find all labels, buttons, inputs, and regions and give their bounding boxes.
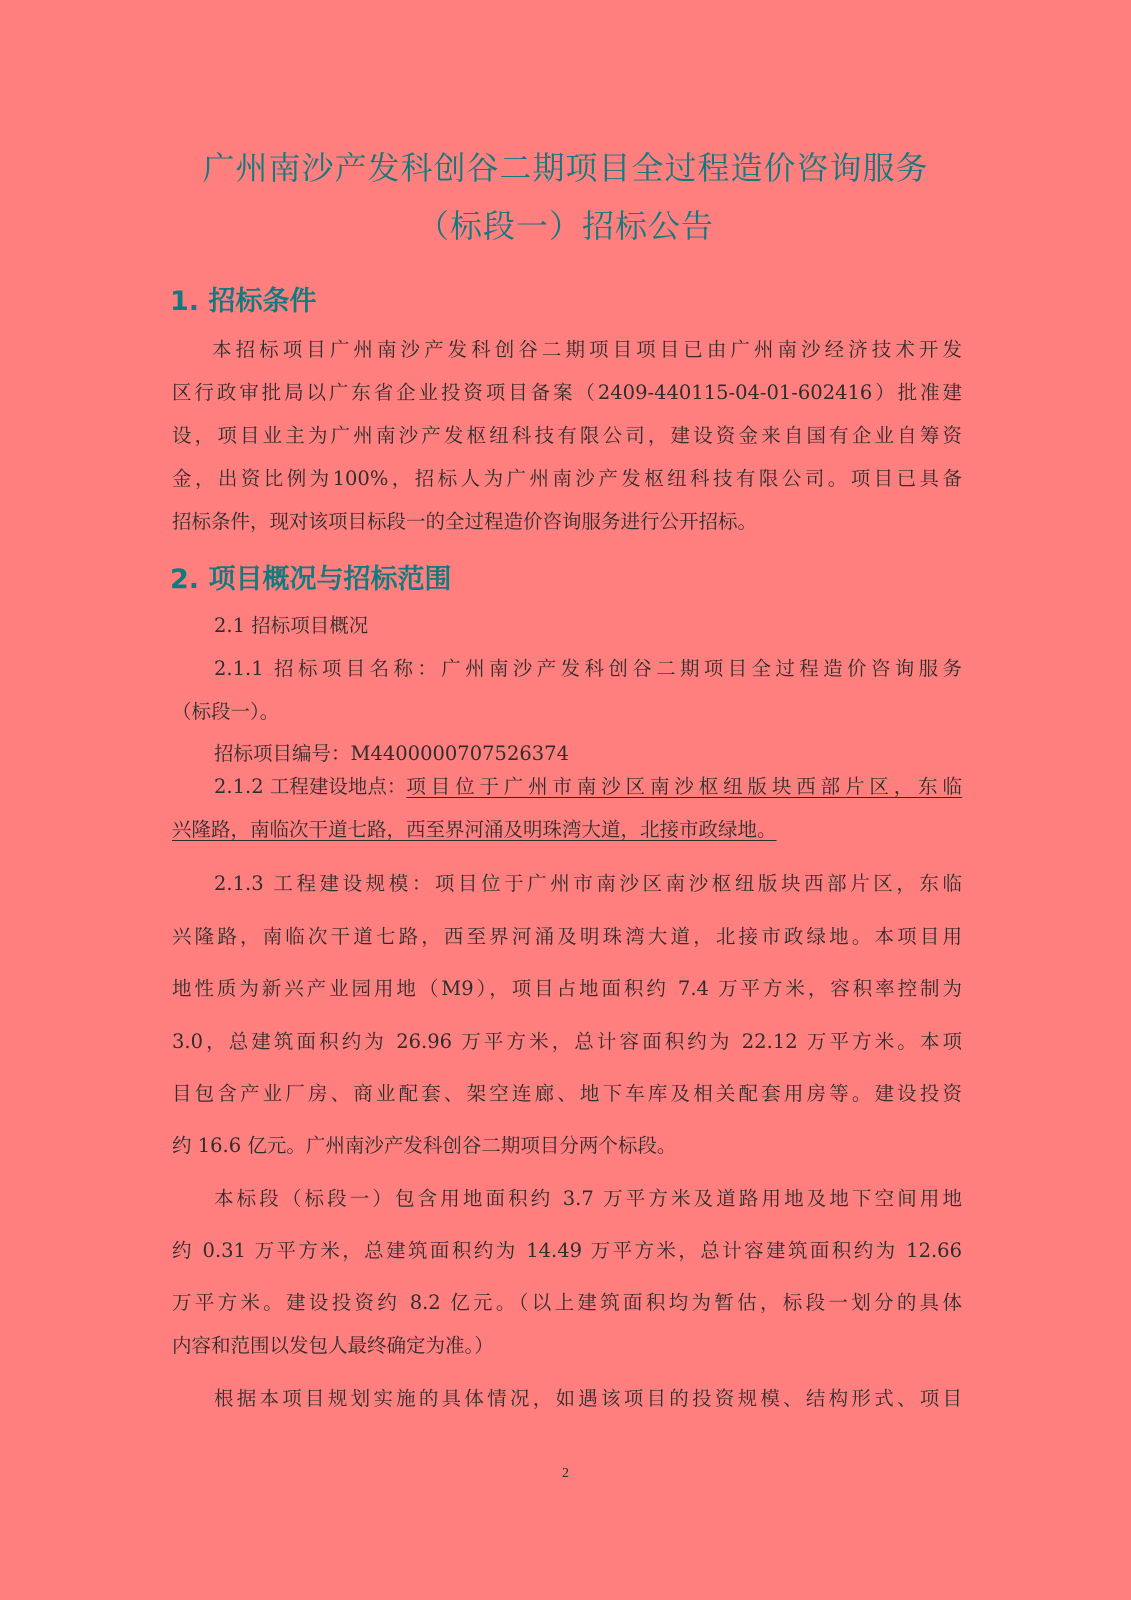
item-2-1-3-line: 3.0，总建筑面积约为 26.96 万平方米，总计容面积约为 22.12 万平方米。本项 <box>172 1030 962 1053</box>
section1-line: 本招标项目广州南沙产发科创谷二期项目项目已由广州南沙经济技术开发 <box>212 338 962 361</box>
page-number: 2 <box>562 1466 569 1481</box>
scope-line: 约 0.31 万平方米，总建筑面积约为 14.49 万平方米，总计容建筑面积约为 12.66 <box>172 1239 962 1262</box>
last-line: 根据本项目规划实施的具体情况，如遇该项目的投资规模、结构形式、项目 <box>214 1387 962 1410</box>
item-2-1-2-label: 2.1.2 工程建设地点： <box>214 775 407 798</box>
item-2-1-2-location: 项目位于广州市南沙区南沙枢纽版块西部片区，东临 <box>406 775 962 798</box>
subsection-2-1: 2.1 招标项目概况 <box>214 614 369 637</box>
section1-line: 设，项目业主为广州南沙产发枢纽科技有限公司，建设资金来自国有企业自筹资 <box>172 424 962 447</box>
section2-heading: 2. 项目概况与招标范围 <box>170 564 452 595</box>
item-2-1-1-line1: 2.1.1 招标项目名称：广州南沙产发科创谷二期项目全过程造价咨询服务 <box>214 657 962 680</box>
document-title-line2: （标段一）招标公告 <box>416 207 714 245</box>
item-2-1-3-line: 2.1.3 工程建设规模：项目位于广州市南沙区南沙枢纽版块西部片区，东临 <box>214 872 962 895</box>
section1-line: 区行政审批局以广东省企业投资项目备案（2409-440115-04-01-602416）批准建 <box>172 381 962 404</box>
section1-line: 招标条件，现对该项目标段一的全过程造价咨询服务进行公开招标。 <box>172 510 758 533</box>
scope-line: 内容和范围以发包人最终确定为准。） <box>172 1334 494 1357</box>
item-2-1-3-line: 约 16.6 亿元。广州南沙产发科创谷二期项目分两个标段。 <box>172 1134 677 1157</box>
scope-line: 本标段（标段一）包含用地面积约 3.7 万平方米及道路用地及地下空间用地 <box>214 1187 962 1210</box>
project-number: 招标项目编号：M4400000707526374 <box>214 742 569 765</box>
section1-line: 金，出资比例为100%，招标人为广州南沙产发枢纽科技有限公司。项目已具备 <box>172 467 962 490</box>
item-2-1-3-line: 兴隆路，南临次干道七路，西至界河涌及明珠湾大道，北接市政绿地。本项目用 <box>172 925 962 948</box>
section1-heading: 1. 招标条件 <box>170 286 317 317</box>
scope-line: 万平方米。建设投资约 8.2 亿元。（以上建筑面积均为暂估，标段一划分的具体 <box>172 1291 962 1314</box>
item-2-1-2-line2: 兴隆路，南临次干道七路，西至界河涌及明珠湾大道，北接市政绿地。 <box>172 818 777 841</box>
item-2-1-1-line2: （标段一）。 <box>172 700 280 723</box>
item-2-1-3-line: 地性质为新兴产业园用地（M9），项目占地面积约 7.4 万平方米，容积率控制为 <box>172 977 962 1000</box>
item-2-1-2-line1 <box>214 771 962 799</box>
item-2-1-3-line: 目包含产业厂房、商业配套、架空连廊、地下车库及相关配套用房等。建设投资 <box>172 1082 962 1105</box>
document-title-line1: 广州南沙产发科创谷二期项目全过程造价咨询服务 <box>202 149 929 187</box>
